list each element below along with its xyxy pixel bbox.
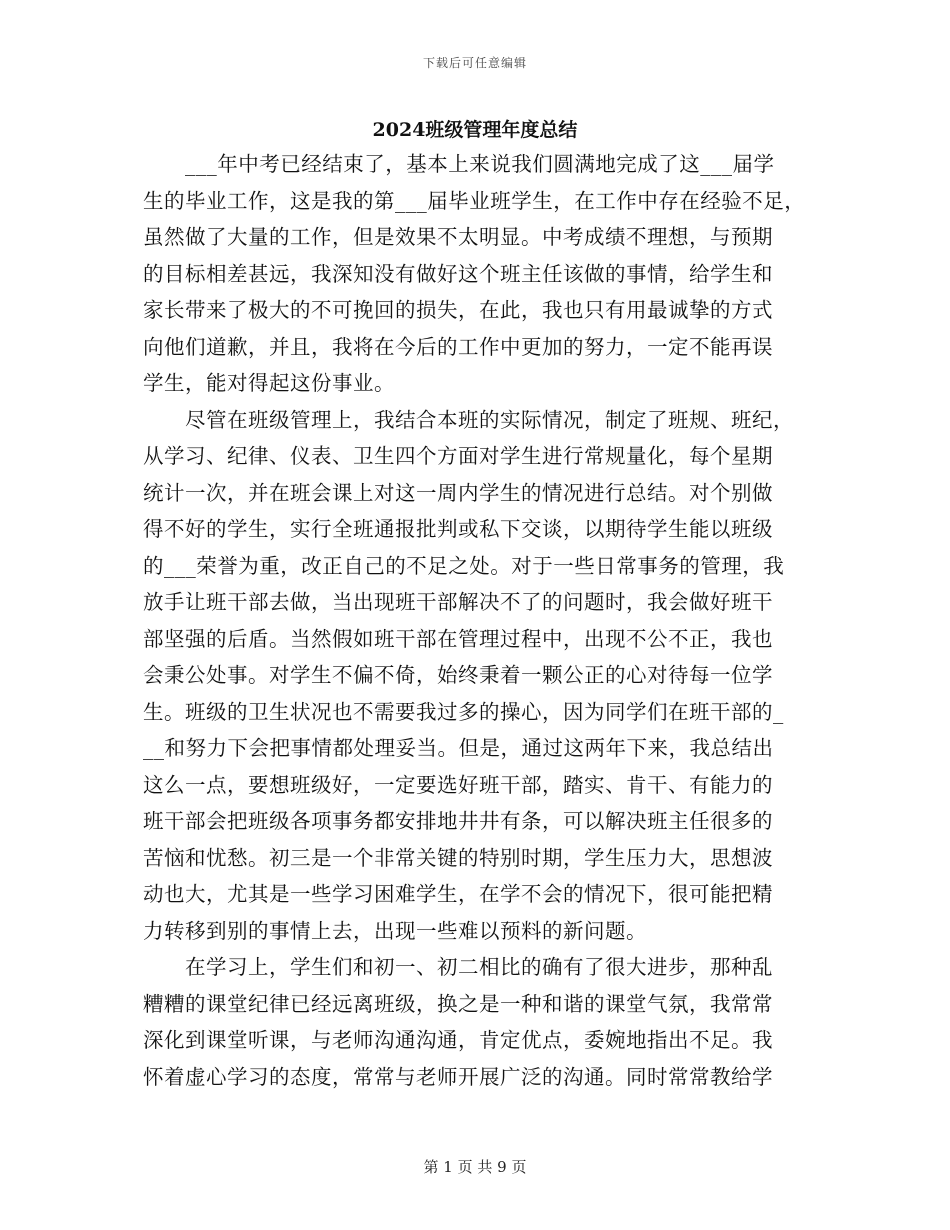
text-line: 部坚强的后盾。当然假如班干部在管理过程中，出现不公不正，我也 [143, 626, 773, 651]
document-body [143, 146, 815, 1095]
text-line: 的目标相差甚远，我深知没有做好这个班主任该做的事情，给学生和 [143, 261, 773, 286]
page-number: 第 1 页 共 9 页 [423, 1158, 527, 1176]
text-line: 统计一次，并在班会课上对这一周内学生的情况进行总结。对个别做 [143, 480, 773, 505]
text-line: 动也大，尤其是一些学习困难学生，在学不会的情况下，很可能把精 [143, 882, 773, 906]
text-line: 尽管在班级管理上，我结合本班的实际情况，制定了班规、班纪， [143, 407, 794, 432]
text-line: 生。班级的卫生状况也不需要我过多的操心，因为同学们在班干部的_ [143, 699, 784, 724]
header-note: 下载后可任意编辑 [422, 56, 527, 70]
text-line: 生的毕业工作，这是我的第___届毕业班学生，在工作中存在经验不足， [143, 188, 806, 213]
paragraph [143, 402, 815, 950]
text-line: 学生，能对得起这份事业。 [143, 371, 395, 395]
text-line: 在学习上，学生们和初一、初二相比的确有了很大进步，那种乱 [143, 955, 773, 979]
paragraph [143, 146, 815, 402]
text-line: 得不好的学生，实行全班通报批判或私下交谈，以期待学生能以班级 [143, 517, 773, 541]
text-line: 的___荣誉为重，改正自己的不足之处。对于一些日常事务的管理，我 [143, 553, 785, 578]
text-line: 糟糟的课堂纪律已经远离班级，换之是一种和谐的课堂气氛，我常常 [143, 991, 773, 1016]
text-line: __和努力下会把事情都处理妥当。但是，通过这两年下来，我总结出 [143, 736, 774, 760]
document-title: 2024班级管理年度总结 [372, 119, 578, 141]
text-line: 怀着虚心学习的态度，常常与老师开展广泛的沟通。同时常常教给学 [143, 1064, 773, 1089]
text-line: 深化到课堂听课，与老师沟通沟通，肯定优点，委婉地指出不足。我 [143, 1028, 773, 1052]
text-line: 会秉公处事。对学生不偏不倚，始终秉着一颗公正的心对待每一位学 [143, 663, 773, 687]
text-line: 苦恼和忧愁。初三是一个非常关键的特别时期，学生压力大，思想波 [143, 845, 773, 870]
text-line: 向他们道歉，并且，我将在今后的工作中更加的努力，一定不能再误 [143, 334, 773, 359]
text-line: 家长带来了极大的不可挽回的损失，在此，我也只有用最诚挚的方式 [143, 298, 773, 322]
text-line: 力转移到别的事情上去，出现一些难以预料的新问题。 [143, 918, 647, 943]
text-line: 这么一点，要想班级好，一定要选好班干部，踏实、肯干、有能力的 [143, 772, 773, 797]
text-line: 从学习、纪律、仪表、卫生四个方面对学生进行常规量化，每个星期 [143, 444, 773, 468]
text-line: ___年中考已经结束了，基本上来说我们圆满地完成了这___届学 [143, 152, 775, 176]
paragraph [143, 949, 815, 1095]
text-line: 班干部会把班级各项事务都安排地井井有条，可以解决班主任很多的 [143, 809, 773, 833]
text-line: 放手让班干部去做，当出现班干部解决不了的问题时，我会做好班干 [143, 590, 773, 614]
text-line: 虽然做了大量的工作，但是效果不太明显。中考成绩不理想，与预期 [143, 225, 773, 249]
